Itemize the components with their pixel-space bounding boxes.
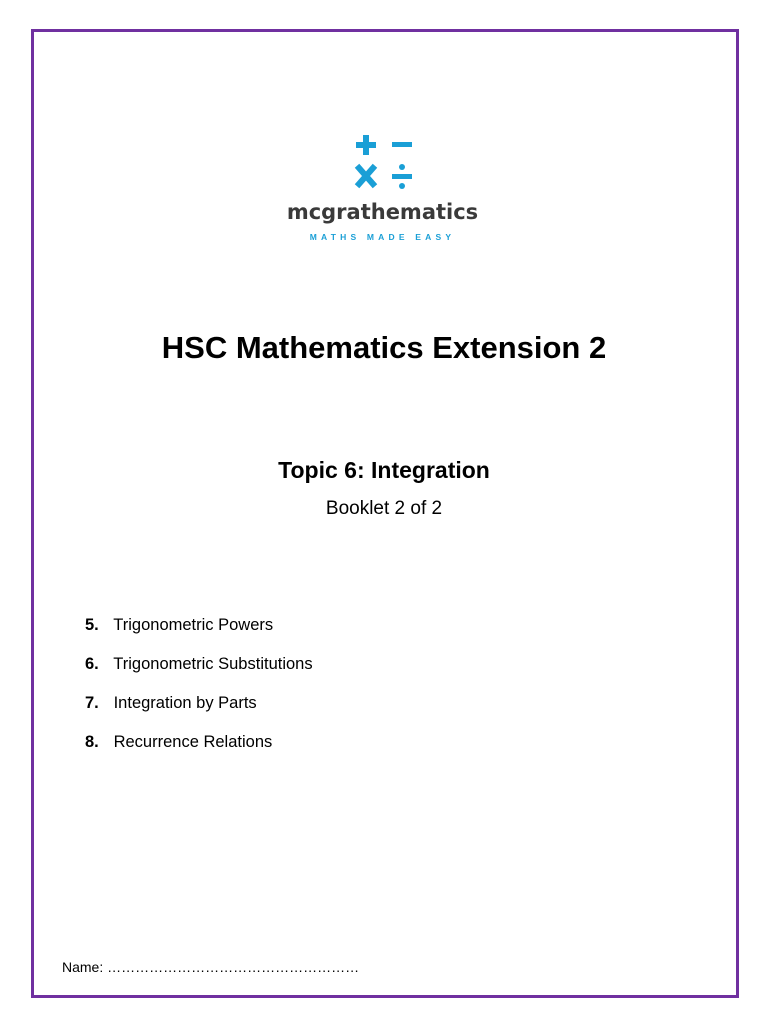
logo-wordmark: mcgrathematics: [286, 200, 479, 224]
math-symbols-icon: [350, 130, 420, 192]
topic-heading: Topic 6: Integration: [278, 457, 490, 483]
contents-item-label: Recurrence Relations: [113, 733, 273, 751]
times-icon: [359, 168, 373, 184]
contents-item-number: 8.: [85, 733, 99, 751]
contents-item: [85, 655, 313, 694]
document-title: HSC Mathematics Extension 2: [161, 330, 607, 365]
divide-icon: [392, 174, 412, 179]
contents-item-number: 7.: [85, 694, 99, 712]
contents-item: [85, 694, 313, 733]
mcgrathematics-logo: [270, 130, 520, 255]
contents-list: [85, 616, 313, 772]
contents-item-label: Trigonometric Substitutions: [113, 655, 313, 673]
contents-item-label: Integration by Parts: [113, 694, 257, 712]
contents-item: [85, 733, 313, 772]
booklet-subtitle: Booklet 2 of 2: [325, 498, 443, 519]
contents-item-number: 5.: [85, 616, 99, 634]
contents-item-label: Trigonometric Powers: [113, 616, 274, 634]
logo-tagline: MATHS MADE EASY: [309, 232, 456, 242]
minus-icon: [392, 142, 412, 147]
contents-item: [85, 616, 313, 655]
contents-item-number: 6.: [85, 655, 99, 673]
name-field-label: Name:: [62, 959, 108, 975]
name-field-line[interactable]: ………………………………………………: [107, 959, 360, 975]
name-field[interactable]: [62, 959, 359, 975]
